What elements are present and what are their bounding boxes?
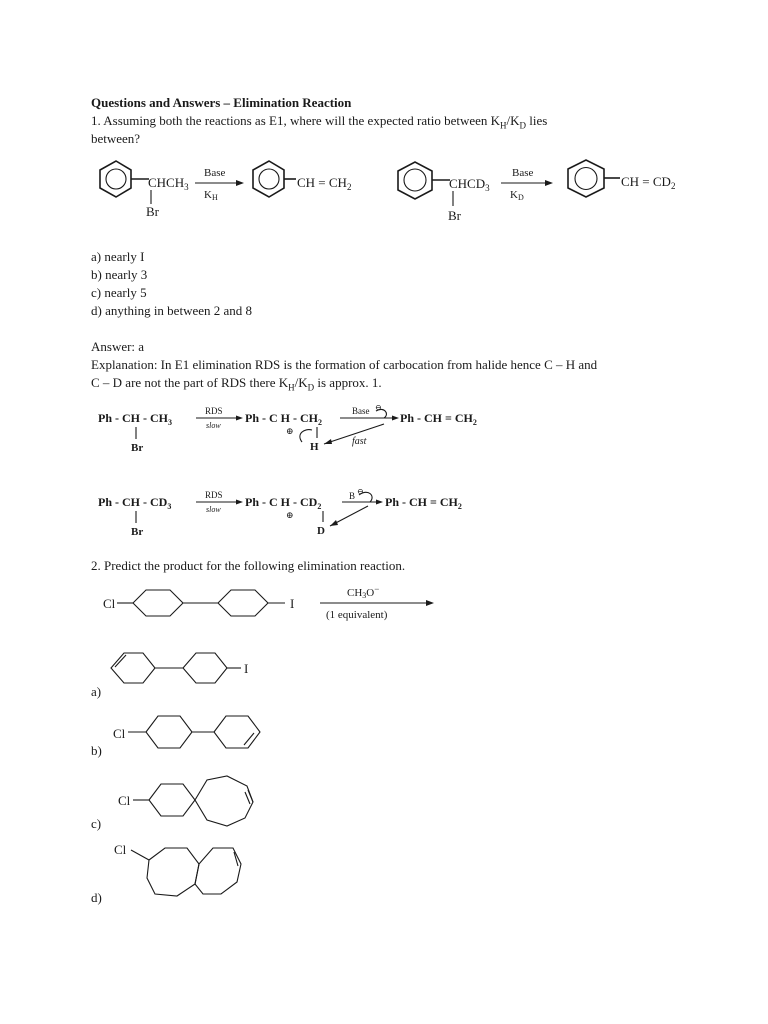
q1-question-line2: between? (91, 131, 141, 146)
svg-text:Br: Br (131, 526, 144, 538)
reactant-b-label: $CHCD_3$ (449, 176, 490, 193)
svg-text:⊕: ⊕ (286, 510, 294, 520)
mechanism-1 (0, 400, 768, 460)
svg-text:B: B (349, 491, 356, 501)
svg-text:⊖: ⊖ (357, 487, 364, 496)
mech1-start: Ph - CH - $CH_3$ (98, 411, 172, 427)
q1-option-d: d) anything in between 2 and 8 (91, 303, 253, 318)
mech2-product: Ph - CH = $CH_2$ (385, 495, 462, 511)
q1-explanation-line2: C – D are not the part of RDS there $K_H/K_D$ is approx. 1. (91, 375, 382, 393)
kd-label: KD (510, 189, 524, 202)
q1-question-line1: 1. Assuming both the reactions as E1, where will the expected ratio between $K_H/K_D$ lies (91, 113, 548, 131)
svg-text:D: D (317, 525, 325, 537)
br-label-a: Br (146, 204, 159, 219)
base-label-1: Base (204, 167, 226, 179)
mech1-product: Ph - CH = $CH_2$ (400, 411, 477, 427)
svg-text:slow: slow (206, 421, 221, 430)
svg-text:CH3O−: CH3O− (347, 584, 380, 600)
mech2-start: Ph - CH - $CD_3$ (98, 495, 172, 511)
mechanism-2 (0, 484, 768, 544)
svg-text:RDS: RDS (205, 490, 223, 500)
svg-text:I: I (290, 596, 295, 611)
svg-text:fast: fast (352, 436, 367, 447)
q1-answer: Answer: a (91, 339, 145, 354)
q2-option-d-structure (113, 838, 273, 902)
svg-text:Cl: Cl (103, 596, 116, 611)
q2-option-c: c) (91, 816, 102, 831)
q1-explanation-line1: Explanation: In E1 elimination RDS is the formation of carbocation from halide hence C – H and (91, 357, 598, 372)
svg-text:⊕: ⊕ (286, 426, 294, 436)
q2-option-a-structure (105, 640, 255, 696)
svg-text:I: I (244, 661, 249, 676)
br-label-b: Br (448, 208, 461, 223)
product-a-label: CH = $CH_2$ (297, 175, 352, 192)
q2-option-b: b) (91, 743, 102, 758)
svg-text:Cl: Cl (118, 793, 131, 808)
benzene-ring-3 (398, 162, 450, 199)
q2-option-b-structure (110, 708, 270, 760)
mech2-mid: Ph - C H - $CD_2$ (245, 495, 322, 511)
q2-option-a: a) (91, 684, 102, 699)
q1-option-a: a) nearly I (91, 249, 145, 264)
svg-text:Cl: Cl (114, 842, 127, 857)
svg-text:H: H (310, 441, 319, 453)
kh-label: KH (204, 189, 218, 202)
benzene-ring-2 (253, 161, 296, 197)
svg-text:Cl: Cl (113, 726, 126, 741)
reactant-a-label: $CHCH_3$ (148, 175, 189, 192)
q2-reaction-scheme (0, 580, 768, 636)
q1-reaction-scheme (0, 150, 768, 230)
svg-text:slow: slow (206, 505, 221, 514)
svg-text:⊖: ⊖ (375, 403, 382, 412)
benzene-ring-1 (100, 161, 149, 197)
q2-option-c-structure (115, 772, 275, 832)
svg-text:(1 equivalent): (1 equivalent) (326, 609, 388, 621)
q2-question: 2. Predict the product for the following elimination reaction. (91, 558, 406, 573)
base-label-2: Base (512, 167, 534, 179)
q1-option-c: c) nearly 5 (91, 285, 147, 300)
svg-text:Br: Br (131, 442, 144, 454)
page-title: Questions and Answers – Elimination Reaction (91, 95, 352, 110)
svg-text:RDS: RDS (205, 406, 223, 416)
q2-option-d: d) (91, 890, 102, 905)
product-b-label: CH = $CD_2$ (621, 174, 676, 191)
q1-option-b: b) nearly 3 (91, 267, 148, 282)
benzene-ring-4 (568, 160, 620, 197)
svg-text:Base: Base (352, 406, 370, 416)
mech1-mid: Ph - C H - $CH_2$ (245, 411, 323, 427)
